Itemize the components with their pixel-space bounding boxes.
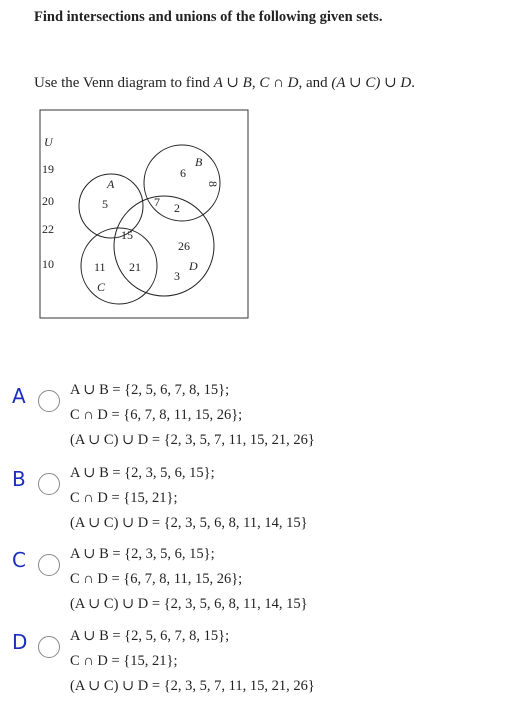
region-b-right: 8 (206, 181, 220, 187)
instruction-math-ac-union-d: (A ∪ C) ∪ D (331, 75, 412, 91)
handwritten-letter-a: A (12, 384, 26, 408)
universe-rectangle (40, 110, 248, 318)
question-heading: Find intersections and unions of the following given sets. (34, 9, 383, 25)
option-a-line-3: (A ∪ C) ∪ D = {2, 3, 5, 7, 11, 15, 21, 26} (70, 432, 315, 448)
instruction-sep-1: , (251, 75, 260, 91)
answer-option-d[interactable] (0, 628, 515, 708)
answer-option-a[interactable] (0, 382, 515, 462)
instruction-sep-2: , and (298, 75, 332, 91)
answer-option-b[interactable] (0, 465, 515, 545)
set-b-label: B (195, 155, 203, 169)
region-d-only: 26 (178, 239, 190, 253)
instruction-suffix: . (411, 75, 416, 91)
instruction-math-c-intersect-d: C ∩ D (259, 75, 299, 91)
set-d-circle (114, 196, 214, 296)
universe-label: U (44, 135, 53, 149)
region-b-top: 6 (180, 166, 186, 180)
question-instruction (34, 73, 415, 92)
region-a-c: 15 (121, 228, 133, 242)
region-c-only: 11 (94, 260, 106, 274)
answer-option-c[interactable] (0, 546, 515, 626)
handwritten-letter-c: C (12, 548, 26, 572)
option-c-line-3: (A ∪ C) ∪ D = {2, 3, 5, 6, 8, 11, 14, 15} (70, 596, 308, 612)
option-c-radio[interactable] (38, 554, 60, 576)
option-b-line-2: C ∩ D = {15, 21}; (70, 490, 178, 506)
option-c-line-2: C ∩ D = {6, 7, 8, 11, 15, 26}; (70, 571, 243, 587)
instruction-math-a-union-b: A ∪ B (213, 75, 252, 91)
option-d-line-2: C ∩ D = {15, 21}; (70, 653, 178, 669)
outside-value-1: 19 (42, 162, 54, 176)
option-a-radio[interactable] (38, 390, 60, 412)
option-d-radio[interactable] (38, 636, 60, 658)
option-b-radio[interactable] (38, 473, 60, 495)
option-b-line-3: (A ∪ C) ∪ D = {2, 3, 5, 6, 8, 11, 14, 15} (70, 515, 308, 531)
handwritten-letter-d: D (12, 630, 28, 654)
outside-value-2: 20 (42, 194, 54, 208)
set-d-label: D (189, 259, 198, 273)
region-a-only: 5 (102, 197, 108, 211)
option-d-line-1: A ∪ B = {2, 5, 6, 7, 8, 15}; (70, 628, 230, 644)
region-b-d: 2 (174, 201, 180, 215)
region-c-d: 21 (129, 260, 141, 274)
outside-value-4: 10 (42, 257, 54, 271)
outside-value-3: 22 (42, 222, 54, 236)
option-d-line-3: (A ∪ C) ∪ D = {2, 3, 5, 7, 11, 15, 21, 26} (70, 678, 315, 694)
option-b-line-1: A ∪ B = {2, 3, 5, 6, 15}; (70, 465, 215, 481)
option-a-line-2: C ∩ D = {6, 7, 8, 11, 15, 26}; (70, 407, 243, 423)
region-a-b: 7 (154, 195, 160, 209)
venn-diagram (38, 108, 252, 322)
region-d-bottom: 3 (174, 269, 180, 283)
instruction-prefix: Use the Venn diagram to find (34, 75, 214, 91)
option-c-line-1: A ∪ B = {2, 3, 5, 6, 15}; (70, 546, 215, 562)
set-a-label: A (107, 177, 115, 191)
set-c-label: C (97, 280, 106, 294)
handwritten-letter-b: B (12, 467, 26, 491)
option-a-line-1: A ∪ B = {2, 5, 6, 7, 8, 15}; (70, 382, 230, 398)
